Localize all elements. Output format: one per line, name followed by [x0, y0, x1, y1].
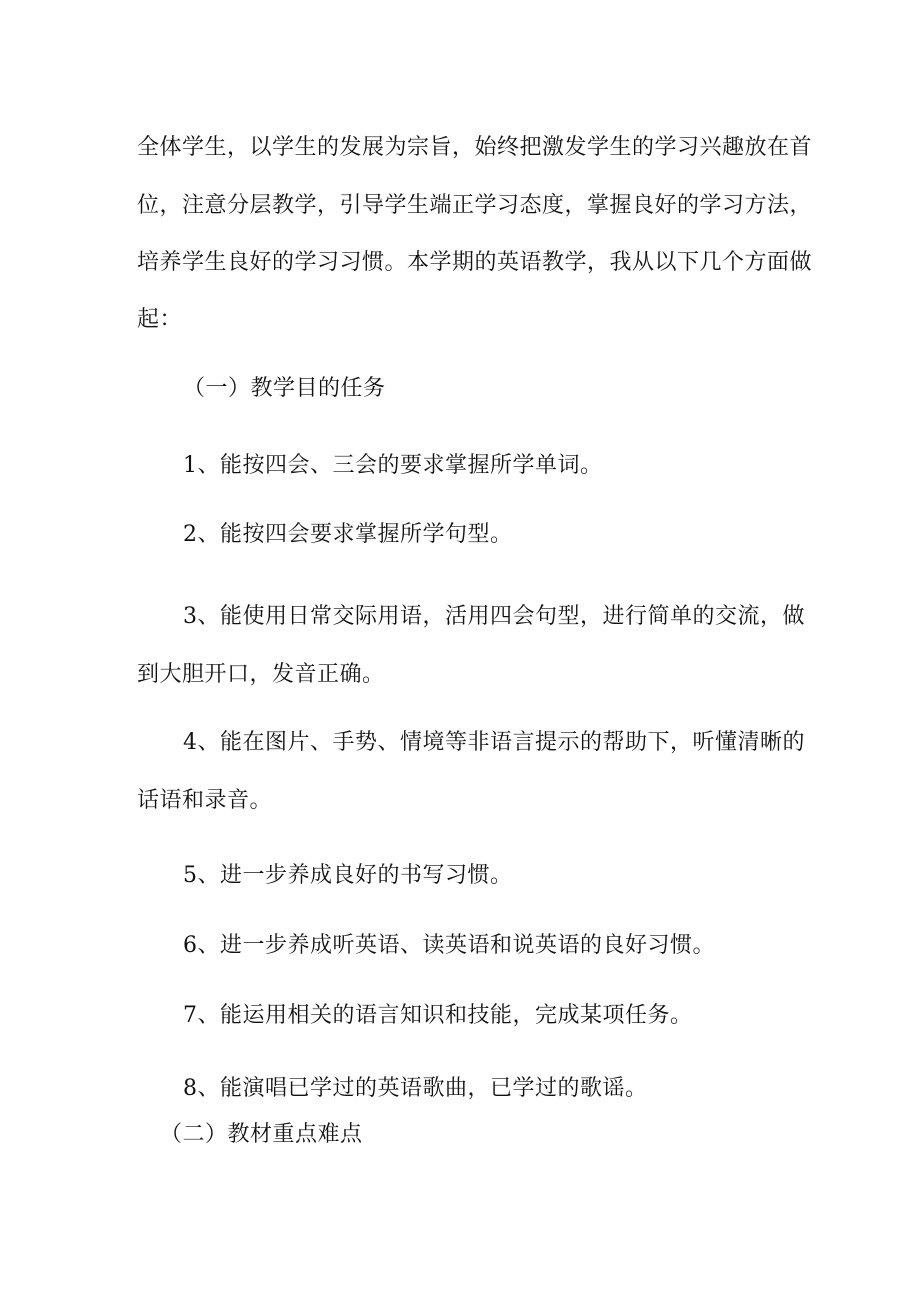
intro-line-2: 位，注意分层教学，引导学生端正学习态度，掌握良好的学习方法， — [137, 193, 813, 218]
item-2: 2、能按四会要求掌握所学句型。 — [183, 522, 513, 547]
item-7: 7、能运用相关的语言知识和技能，完成某项任务。 — [183, 1003, 693, 1028]
item-3-line-1: 3、能使用日常交际用语，活用四会句型，进行简单的交流，做 — [183, 604, 805, 629]
item-6: 6、进一步养成听英语、读英语和说英语的良好习惯。 — [183, 933, 715, 958]
intro-line-3: 培养学生良好的学习习惯。本学期的英语教学，我从以下几个方面做 — [137, 250, 813, 275]
item-1: 1、能按四会、三会的要求掌握所学单词。 — [183, 453, 603, 478]
intro-line-4: 起： — [137, 307, 183, 332]
section-1-heading: （一）教学目的任务 — [183, 376, 386, 401]
intro-line-1: 全体学生，以学生的发展为宗旨，始终把激发学生的学习兴趣放在首 — [137, 135, 813, 160]
item-8: 8、能演唱已学过的英语歌曲，已学过的歌谣。 — [183, 1076, 648, 1101]
item-3-line-2: 到大胆开口，发音正确。 — [137, 662, 385, 687]
item-5: 5、进一步养成良好的书写习惯。 — [183, 863, 513, 888]
section-2-heading: （二）教材重点难点 — [160, 1122, 363, 1147]
item-4-line-1: 4、能在图片、手势、情境等非语言提示的帮助下，听懂清晰的 — [183, 730, 805, 755]
item-4-line-2: 话语和录音。 — [137, 788, 273, 813]
